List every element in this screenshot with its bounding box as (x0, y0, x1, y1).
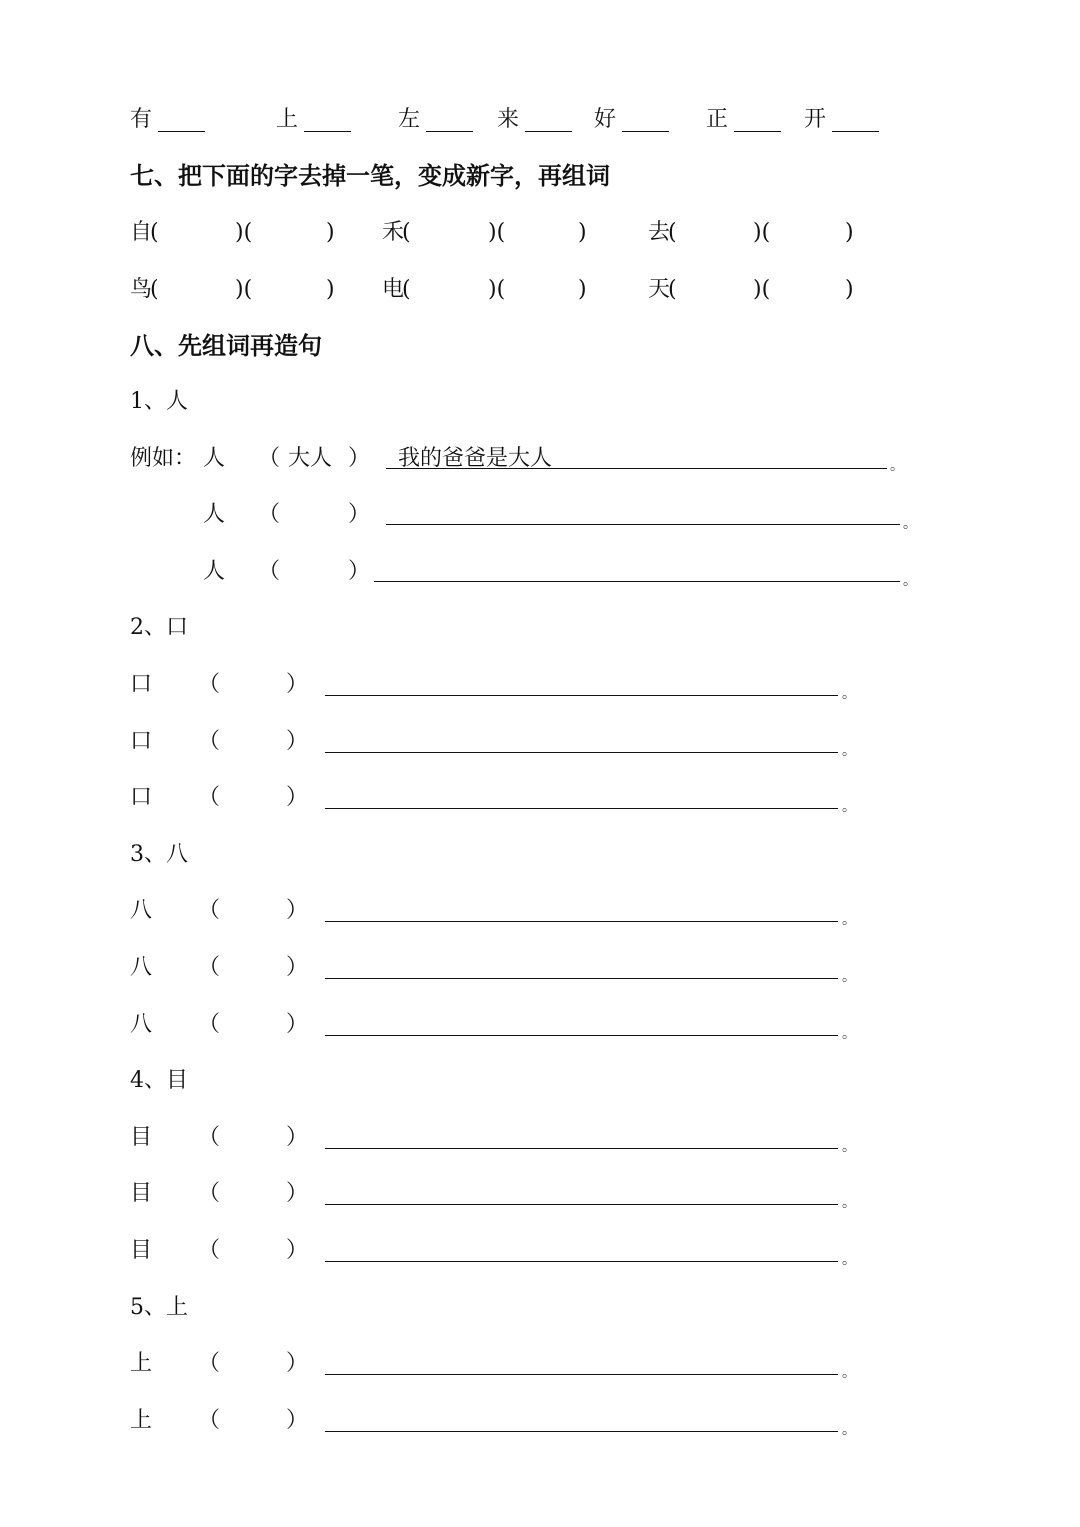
sentence-blank[interactable] (325, 1261, 838, 1262)
paren: （ (198, 1407, 221, 1433)
sentence-blank[interactable] (325, 808, 838, 809)
paren: ） (286, 1238, 309, 1263)
paren: （ (258, 445, 281, 471)
example-word: 大人 (288, 445, 333, 471)
fill-blank[interactable] (622, 131, 669, 132)
paren: ） (286, 1124, 309, 1150)
word-char: 人 (203, 558, 226, 584)
word-char: 人 (203, 445, 226, 471)
fill-blank[interactable] (426, 131, 473, 132)
period: 。 (842, 1195, 856, 1212)
paren: ） (286, 1181, 309, 1207)
source-char: 电 (382, 277, 405, 302)
period: 。 (842, 1421, 856, 1438)
group-heading: 3、八 (130, 841, 188, 867)
source-char: 自 (130, 220, 153, 245)
paren: )( (488, 220, 506, 245)
sentence-blank[interactable] (325, 752, 838, 753)
sentence-blank[interactable] (325, 1035, 838, 1036)
fill-char: 好 (594, 107, 617, 132)
period: 。 (903, 516, 917, 533)
paren: （ (198, 898, 221, 924)
paren: ( (402, 220, 411, 245)
period: 。 (842, 1252, 856, 1268)
period: 。 (903, 572, 917, 589)
sentence-blank[interactable] (386, 524, 900, 525)
period: 。 (842, 799, 856, 816)
paren: ） (286, 955, 309, 980)
paren: （ (198, 785, 221, 811)
group-heading: 4、目 (130, 1068, 188, 1094)
paren: （ (198, 955, 221, 980)
group-heading: 2、口 (130, 615, 188, 641)
source-char: 鸟 (130, 277, 153, 302)
sentence-blank[interactable] (325, 695, 838, 696)
paren: ) (845, 277, 854, 302)
sentence-blank[interactable] (325, 1148, 838, 1149)
paren: ） (348, 445, 371, 471)
word-char: 口 (130, 728, 153, 754)
word-char: 目 (130, 1124, 153, 1150)
paren: （ (198, 1011, 221, 1037)
paren: )( (753, 220, 771, 245)
paren: ） (286, 672, 309, 697)
sentence-blank[interactable] (386, 468, 887, 469)
period: 。 (890, 457, 904, 474)
paren: ） (348, 558, 371, 584)
paren: ( (150, 277, 159, 302)
paren: （ (198, 1124, 221, 1150)
period: 。 (842, 742, 856, 759)
paren: （ (198, 672, 221, 697)
word-char: 目 (130, 1181, 153, 1207)
period: 。 (842, 686, 856, 702)
sentence-blank[interactable] (325, 1204, 838, 1205)
sentence-blank[interactable] (374, 581, 900, 582)
paren: ） (286, 1011, 309, 1037)
fill-char: 正 (706, 107, 729, 132)
fill-char: 左 (398, 107, 421, 132)
paren: ) (845, 220, 854, 245)
fill-blank[interactable] (304, 131, 351, 132)
source-char: 去 (648, 220, 671, 245)
sentence-blank[interactable] (325, 978, 838, 979)
paren: ) (326, 277, 335, 302)
sentence-blank[interactable] (325, 1431, 838, 1432)
paren: （ (198, 1351, 221, 1377)
paren: )( (235, 277, 253, 302)
example-sentence: 我的爸爸是大人 (398, 445, 553, 471)
example-label: 例如： (130, 445, 197, 471)
paren: ( (150, 220, 159, 245)
word-char: 八 (130, 955, 153, 980)
paren: （ (198, 728, 221, 754)
sentence-blank[interactable] (325, 1374, 838, 1375)
word-char: 口 (130, 785, 153, 811)
group-heading: 5、上 (130, 1294, 188, 1320)
fill-char: 开 (804, 107, 827, 132)
paren: （ (258, 502, 281, 528)
paren: （ (198, 1238, 221, 1263)
paren: ） (286, 898, 309, 924)
paren: )( (488, 277, 506, 302)
paren: ) (578, 277, 587, 302)
section-title: 八、先组词再造句 (130, 331, 322, 360)
fill-char: 有 (130, 107, 153, 132)
paren: （ (258, 558, 281, 584)
period: 。 (842, 912, 856, 929)
source-char: 禾 (382, 220, 405, 245)
word-char: 人 (203, 502, 226, 528)
fill-char: 上 (276, 107, 299, 132)
source-char: 天 (648, 277, 671, 302)
paren: ) (326, 220, 335, 245)
fill-blank[interactable] (734, 131, 781, 132)
word-char: 上 (130, 1407, 153, 1433)
section-title: 七、把下面的字去掉一笔，变成新字，再组词 (130, 161, 610, 190)
paren: ( (668, 220, 677, 245)
period: 。 (842, 1025, 856, 1042)
paren: ) (578, 220, 587, 245)
word-char: 八 (130, 898, 153, 924)
period: 。 (842, 1138, 856, 1155)
word-char: 上 (130, 1351, 153, 1377)
sentence-blank[interactable] (325, 921, 838, 922)
fill-blank[interactable] (158, 131, 205, 132)
word-char: 八 (130, 1011, 153, 1037)
paren: （ (198, 1181, 221, 1207)
word-char: 目 (130, 1238, 153, 1263)
paren: ） (286, 1407, 309, 1433)
paren: ） (348, 502, 371, 528)
group-heading: 1、人 (130, 389, 188, 414)
paren: )( (753, 277, 771, 302)
fill-blank[interactable] (832, 131, 879, 132)
paren: ） (286, 1351, 309, 1377)
paren: ( (668, 277, 677, 302)
period: 。 (842, 969, 856, 985)
word-char: 口 (130, 672, 153, 697)
paren: ） (286, 728, 309, 754)
paren: ( (402, 277, 411, 302)
fill-char: 来 (497, 107, 520, 132)
period: 。 (842, 1365, 856, 1382)
fill-blank[interactable] (525, 131, 572, 132)
paren: ） (286, 785, 309, 811)
paren: )( (235, 220, 253, 245)
